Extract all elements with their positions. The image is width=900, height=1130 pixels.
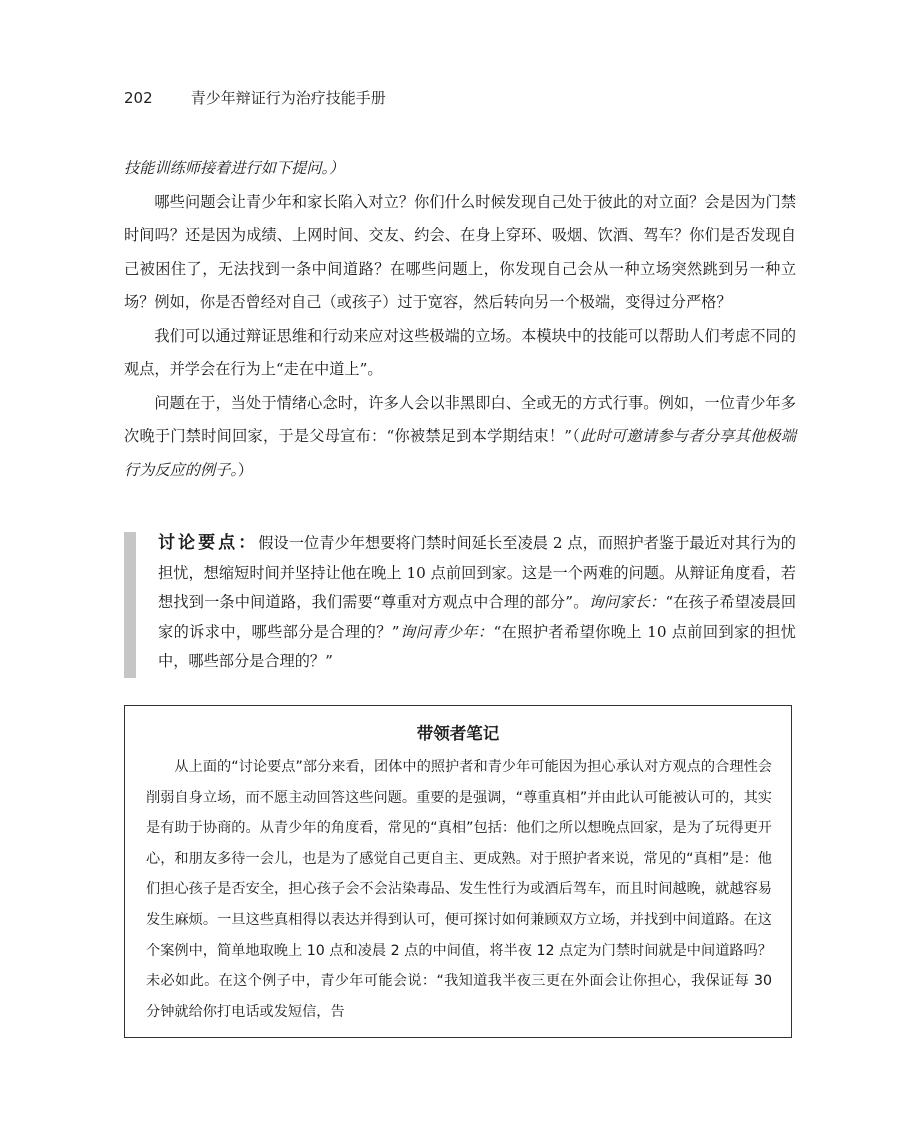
discussion-text [158,529,796,677]
parent-question: “在孩子希望凌晨回家的诉求中，哪些部分是合理的？” [158,593,797,641]
paragraph-extremes-text: 问题在于，当处于情绪心念时，许多人会以非黑即白、全或无的方式行事。例如，一位青少年多次晚于门禁时间回家，于是父母宣布：“你被禁足到本学期结束！”（ [124,393,796,445]
italic-instruction: 此时可邀请参与者分享其他极端行为反应的例子。 [124,427,796,479]
sidebar-bar [124,532,136,678]
discussion-label: 讨论要点： [158,533,259,553]
paragraph-dialectics: 我们可以通过辩证思维和行动来应对这些极端的立场。本模块中的技能可以帮助人们考虑不同的观点，并学会在行为上“走在中道上”。 [124,326,796,378]
body-text [124,152,796,487]
ask-parent: 询问家长： [588,593,666,611]
closing-paren: ） [237,460,254,479]
page-header [124,87,386,108]
paragraph-trainer-note [124,152,796,186]
ask-teen: 询问青少年： [399,622,494,641]
discussion-body: 假设一位青少年想要将门禁时间延长至凌晨 2 点，而照护者鉴于最近对其行为的担忧，想缩短时间并坚持让他在晚上 10 点前回到家。这是一个两难的问题。从辩证角度看，若想找到一条中间道路，我们需要“尊重对方观点中合理的部分”。 [158,534,796,611]
paragraph-extremes [124,387,796,488]
teen-question: “在照护者希望你晚上 10 点前回到家的担忧中，哪些部分是合理的？” [158,622,796,670]
running-title: 青少年辩证行为治疗技能手册 [190,89,386,107]
italic-instruction: 技能训练师接着进行如下提问。） [124,159,345,177]
leader-notes-text: 从上面的“讨论要点”部分来看，团体中的照护者和青少年可能因为担心承认对方观点的合理性会削弱自身立场，而不愿主动回答这些问题。重要的是强调，“尊重真相”并由此认可能被认可的，其实是有助于协商的。从青少年的角度看，常见的“真相”包括：他们之所以想晚点回家，是为了玩得更开心，和朋友多待一会儿，也是为了感觉自己更自主、更成熟。对于照护者来说，常见的“真相”是：他们担心孩子是否安全，担心孩子会不会沾染毒品、发生性行为或酒后驾车，而且时间越晚，就越容易发生麻烦。一旦这些真相得以表达并得到认可，便可探讨如何兼顾双方立场，并找到中间道路。在这个案例中，简单地取晚上 10 点和凌晨 2 点的中间值，将半夜 12 点定为门禁时间就是中间道路吗？未必如此。在这个例子中，青少年可能会说：“我知道我半夜三更在外面会让你担心，我保证每 30 分钟就给你打电话或发短信，告 [146,759,772,1020]
page-number: 202 [124,89,153,107]
discussion-points [124,532,796,682]
leader-notes-title: 带领者笔记 [416,724,500,743]
leader-notes-box [124,705,792,1038]
paragraph-questions: 哪些问题会让青少年和家长陷入对立？你们什么时候发现自己处于彼此的对立面？会是因为门禁时间吗？还是因为成绩、上网时间、交友、约会、在身上穿环、吸烟、饮酒、驾车？你们是否发现自己被困住了，无法找到一条中间道路？在哪些问题上，你发现自己会从一种立场突然跳到另一种立场？例如，你是否曾经对自己（或孩子）过于宽容，然后转向另一个极端，变得过分严格？ [124,192,796,311]
